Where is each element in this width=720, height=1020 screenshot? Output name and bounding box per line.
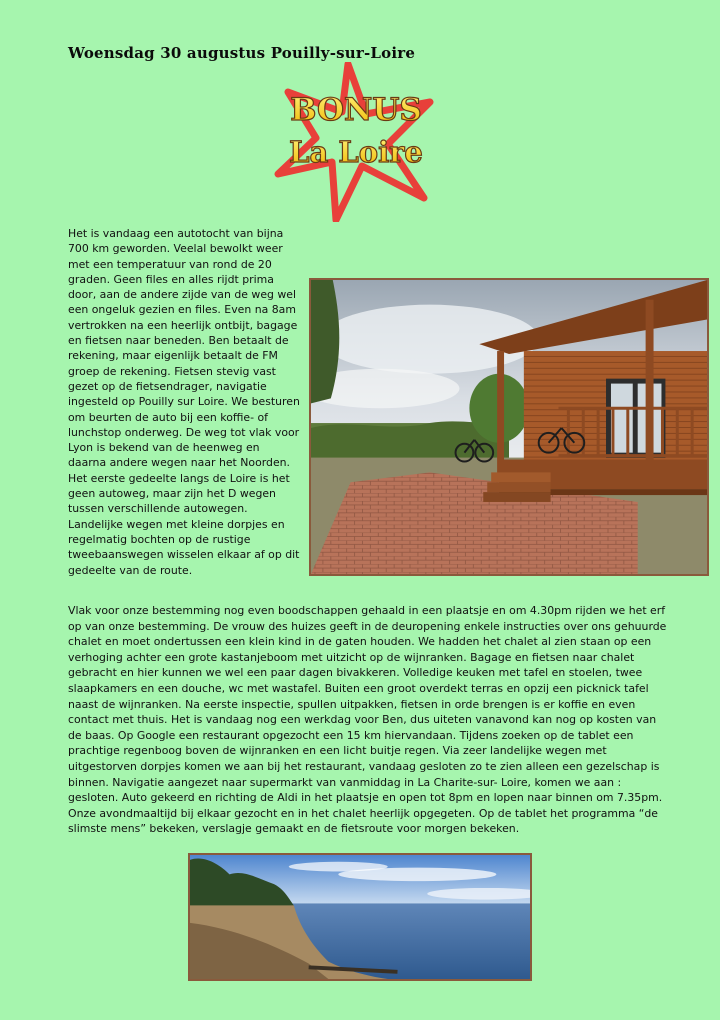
badge-line-1: BONUS [290,92,422,128]
page-title: Woensdag 30 augustus Pouilly-sur-Loire [68,44,416,62]
intro-text: Het is vandaag een autotocht van bijna 700 km geworden. Veelal bewolkt weer met een temperatuur van rond de 20 graden. Geen files en alles rijdt prima door, aan de andere zijde van de weg wel een ongeluk gezien en files. Even na 8am vertrokken na een heerlijk ontbijt, bagage en fietsen naar beneden. Ben betaalt de rekening, maar eigenlijk betaalt de FM groep de rekening. Fietsen stevig vast gezet op de fietsendrager, navigatie ingesteld op Pouilly sur Loire. We besturen om beurten de auto bij een koffie- of lunchstop onderweg. De weg tot vlak voor Lyon is bekend van de heenweg en daarna andere wegen naar het Noorden. Het eerste gedeelte langs de Loire is het geen autoweg, maar zijn het D wegen tussen verschillende autowegen. Landelijke wegen met kleine dorpjes en regelmatig bochten op de rustige tweebaanswegen wisselen elkaar af op dit gedeelte van de route. [68,227,300,577]
main-text: Vlak voor onze bestemming nog even boodschappen gehaald in een plaatsje en om 4.30pm rijden we het erf op van onze bestemming. De vrouw des huizes geeft in de deuropening enkele instructies over ons gehuurde chalet en moet ondertussen een klein kind in de gaten houden. We hadden het chalet al zien staan op een verhoging achter een grote kastanjeboom met uitzicht op de wijnranken. Bagage en fietsen naar chalet gebracht en hier kunnen we wel een paar dagen bivakkeren. Volledige keuken met tafel en stoelen, twee slaapkamers en een douche, wc met wastafel. Buiten een groot overdekt terras en opzij een picknick tafel naast de wijnranken. Na eerste inspectie, spullen uitpakken, fietsen in orde brengen is er koffie en even contact met thuis. Het is vandaag nog een werkdag voor Ben, dus uiteten vanavond kan nog op kosten van de baas. Op Google een restaurant opgezocht een 15 km hiervandaan. Tijdens zoeken op de tablet een prachtige regenboog boven de wijnranken en een licht buitje regen. Via zeer landelijke wegen met uitgestorven dorpjes komen we aan bij het restaurant, vandaag gesloten zo te zien alleen een gezelschap is binnen. Navigatie aangezet naar supermarkt van vanmiddag in La Charite-sur- Loire, komen we aan : gesloten. Auto gekeerd en richting de Aldi in het plaatsje en open tot 8pm en lopen naar binnen om 7.35pm. Onze avondmaaltijd bij elkaar gezocht en in het chalet heerlijk opgegeten. Op de tablet het programma “de slimste mens” bekeken, verslagje gemaakt en de fietsroute voor morgen bekeken. [68,604,667,836]
main-paragraph [68,603,668,837]
lake-shore-photo [188,853,532,981]
bonus-la-loire-badge [270,62,438,222]
badge-line-2: La Loire [289,135,423,169]
intro-paragraph [68,226,300,578]
chalet-photo [309,278,709,576]
